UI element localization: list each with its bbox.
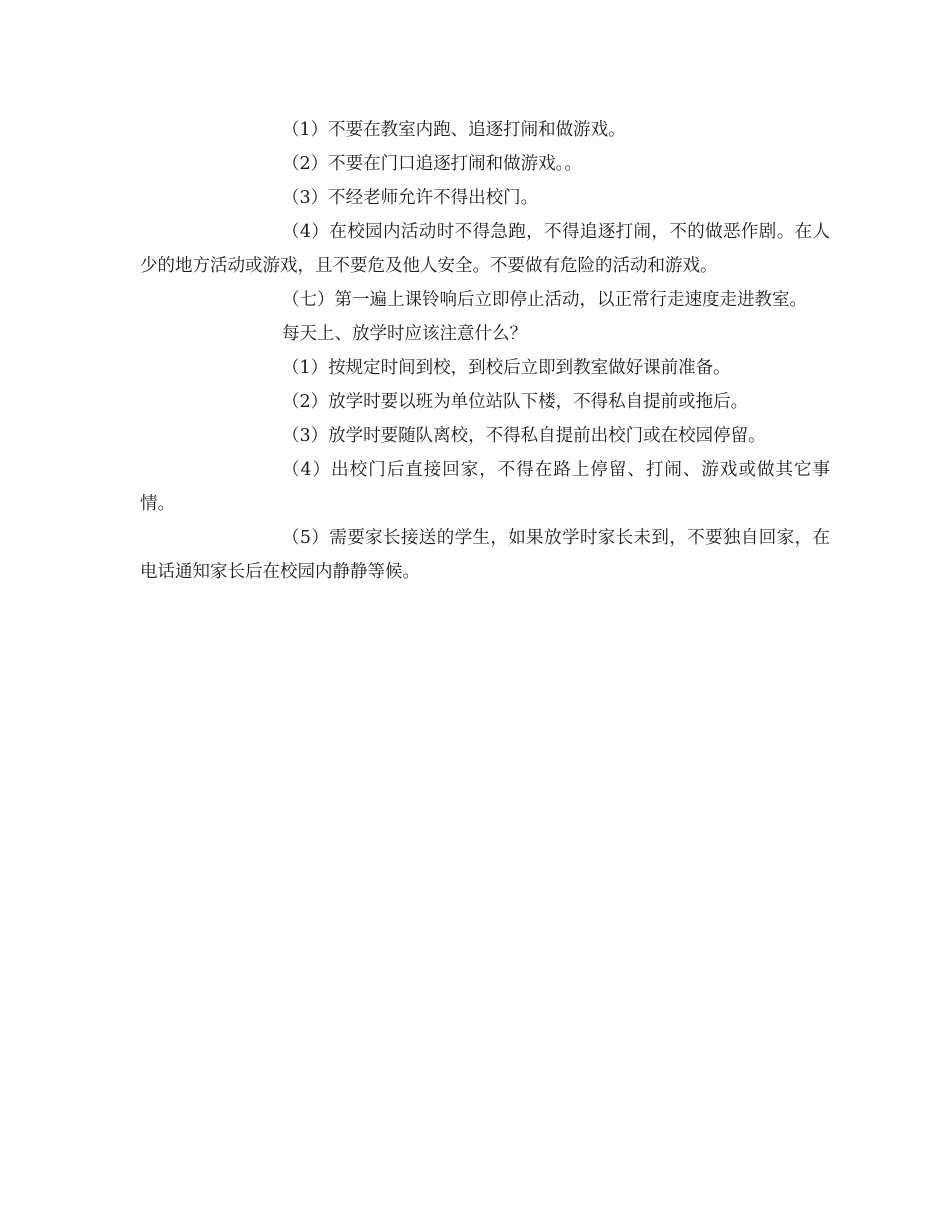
paragraph-section-7: （七）第一遍上课铃响后立即停止活动，以正常行走速度走进教室。 xyxy=(282,290,807,310)
paragraph-school-rule-4: （4）出校门后直接回家，不得在路上停留、打闹、游戏或做其它事情。 xyxy=(140,460,830,514)
paragraph-school-rule-1: （1）按规定时间到校，到校后立即到教室做好课前准备。 xyxy=(282,358,731,378)
paragraph-rule-3: （3）不经老师允许不得出校门。 xyxy=(282,188,539,208)
paragraph-school-rule-3: （3）放学时要随队离校，不得私自提前出校门或在校园停留。 xyxy=(282,426,766,446)
paragraph-rule-2: （2）不要在门口追逐打闹和做游戏。。 xyxy=(282,154,582,174)
document-body xyxy=(140,113,830,589)
section-question-heading: 每天上、放学时应该注意什么？ xyxy=(282,324,527,344)
paragraph-rule-4: （4）在校园内活动时不得急跑，不得追逐打闹，不的做恶作剧。在人少的地方活动或游戏，且不要危及他人安全。不要做有危险的活动和游戏。 xyxy=(140,222,830,276)
paragraph-school-rule-2: （2）放学时要以班为单位站队下楼，不得私自提前或拖后。 xyxy=(282,392,749,412)
paragraph-rule-1: （1）不要在教室内跑、追逐打闹和做游戏。 xyxy=(282,120,626,140)
paragraph-school-rule-5: （5）需要家长接送的学生，如果放学时家长未到，不要独自回家，在电话通知家长后在校园内静静等候。 xyxy=(140,528,830,582)
